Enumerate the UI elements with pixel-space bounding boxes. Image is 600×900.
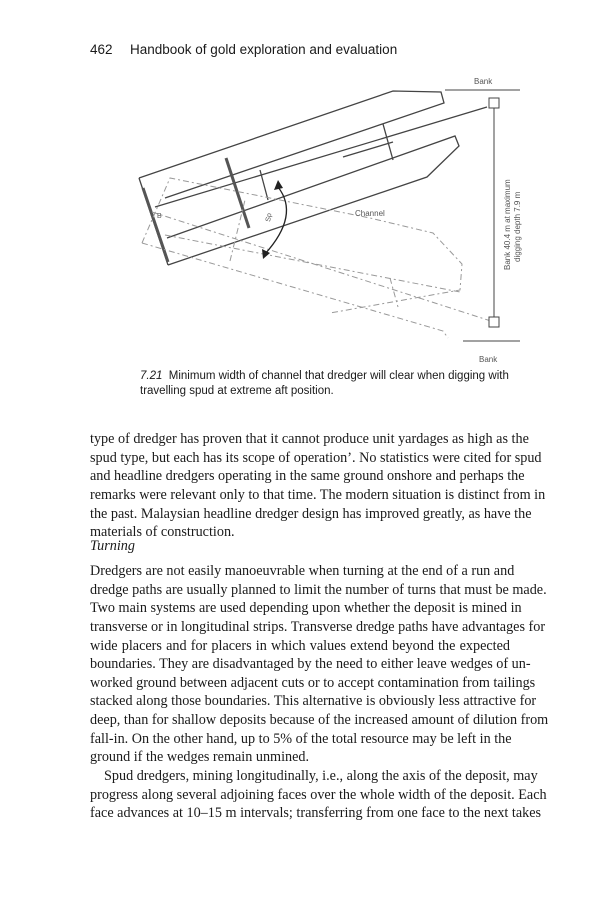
text-line: transverse or in longitudinal strips. Transverse dredge paths have advantages for: [90, 618, 546, 635]
text-line: remarks were relevant only to that time. The modern situation is distinct from in: [90, 486, 546, 503]
caption-number: 7.21: [140, 370, 163, 382]
bank-top-label: Bank: [474, 77, 493, 86]
text-line: Dredgers are not easily manoeuvrable when turning at the end of a run and: [90, 563, 515, 579]
channel-width-note-2: digging depth 7.9 m: [513, 191, 522, 262]
section-heading: Turning: [90, 538, 135, 554]
text-line: progress along several adjoining faces over the whole width of the deposit. Each: [90, 786, 547, 803]
text-line: fall-in. On the other hand, up to 5% of the total resource may be left in the: [90, 730, 512, 747]
running-title: Handbook of gold exploration and evaluation: [130, 42, 398, 57]
text-line: stacked along those boundaries. This alternative is obviously less attractive for: [90, 693, 537, 710]
caption-line: Minimum width of channel that dredger will clear when digging with: [168, 370, 509, 382]
dredger-hull: [139, 91, 487, 265]
text-line: the past. Malaysian headline dredger design has improved greatly, as have the: [90, 505, 532, 522]
text-line: dredge paths are usually planned to limit the number of turns that must be made.: [90, 581, 547, 598]
text-line: spud type, but each has its scope of operation’. No statistics were cited for spud: [90, 449, 542, 466]
channel-label: Channel: [355, 209, 385, 218]
text-line: ground if the wedges remain unmined.: [90, 749, 310, 766]
caption-line: travelling spud at extreme aft position.: [140, 385, 334, 397]
swung-hull-outline: [142, 178, 494, 338]
text-line: deep, than for shallow deposits because of the increased amount of dilution from: [90, 712, 549, 729]
figure-caption: [140, 369, 520, 399]
paragraph-1: [90, 430, 546, 542]
label-b: B: [157, 213, 162, 220]
text-line: wide placers and for placers in which values extend beyond the expected: [90, 637, 510, 654]
label-sp: Sp: [265, 212, 274, 223]
text-line: worked ground between adjacent cuts or to accept contamination from tailings: [90, 674, 536, 691]
bank-bottom-label: Bank: [479, 355, 498, 364]
dredger-channel-diagram: [0, 0, 600, 370]
channel-width-note-1: Bank 40.4 m at maximum: [503, 179, 512, 270]
text-line: materials of construction.: [90, 524, 235, 541]
paragraph-2: [90, 562, 549, 823]
text-line: Spud dredgers, mining longitudinally, i.e., along the axis of the deposit, may: [104, 768, 538, 785]
text-line: face advances at 10–15 m intervals; transferring from one face to the next takes: [90, 805, 542, 822]
text-line: Two main systems are used depending upon whether the deposit is mined in: [90, 600, 522, 617]
text-line: boundaries. They are disadvantaged by the need to either leave wedges of un-: [90, 656, 531, 673]
text-line: and headline dredgers operating in the same ground onshore and perhaps the: [90, 468, 525, 485]
page-number: 462: [90, 42, 113, 57]
text-line: type of dredger has proven that it cannot produce unit yardages as high as the: [90, 431, 529, 447]
